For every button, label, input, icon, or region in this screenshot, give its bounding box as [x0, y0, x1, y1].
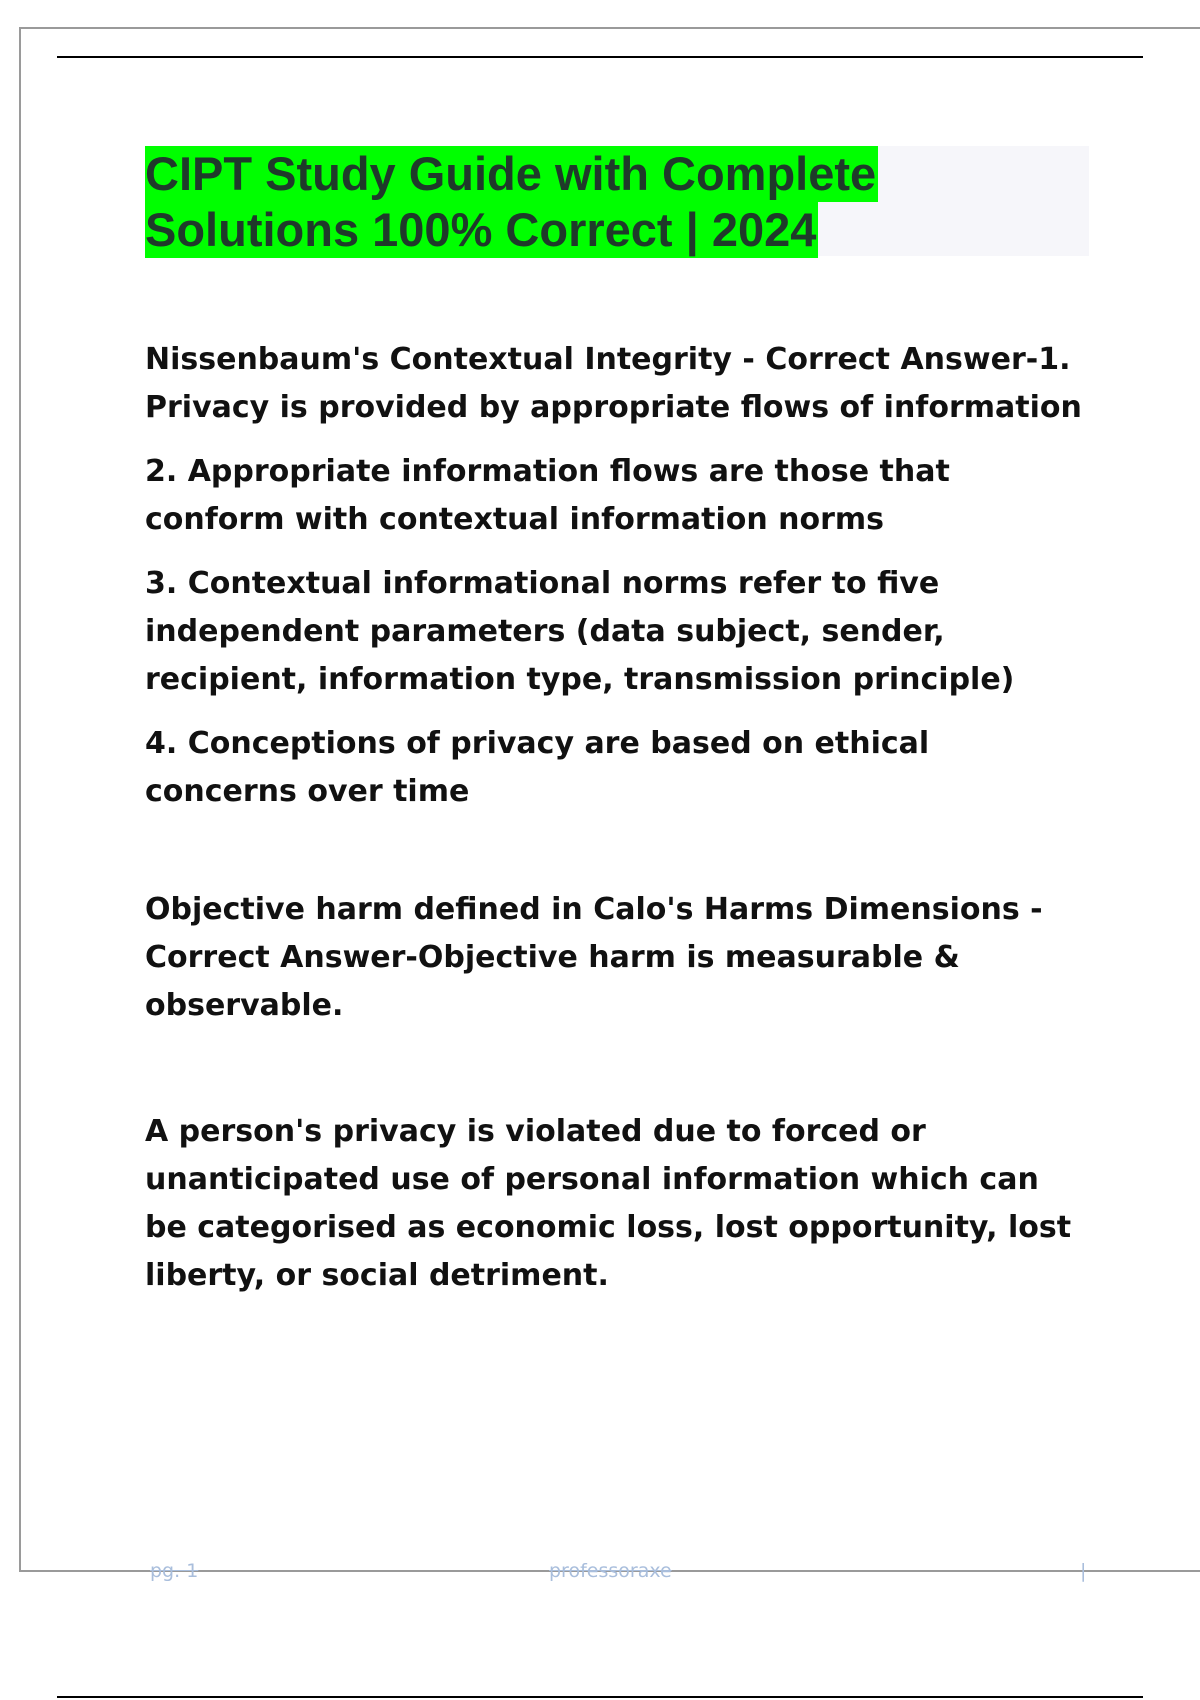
qa-block-contextual-integrity [145, 336, 1085, 816]
header-rule [57, 56, 1143, 58]
answer-paragraph: A person's privacy is violated due to forced or unanticipated use of personal information which can be categorised as economic loss, lost opportunity, lost liberty, or social detriment. [145, 1114, 1072, 1293]
answer-paragraph: Nissenbaum's Contextual Integrity - Correct Answer-1. Privacy is provided by appropriate flows of information [145, 342, 1082, 425]
footer-site-name: professoraxe [549, 1560, 672, 1582]
footer-separator: | [1080, 1560, 1087, 1582]
answer-paragraph: 4. Conceptions of privacy are based on ethical concerns over time [145, 726, 930, 809]
document-body [145, 336, 1085, 1316]
spacer [145, 832, 1085, 886]
answer-paragraph: 3. Contextual informational norms refer to five independent parameters (data subject, sender, recipient, information type, transmission principle) [145, 566, 1015, 697]
qa-block-objective-harm [145, 886, 1085, 1030]
qa-block-privacy-violation [145, 1108, 1085, 1300]
document-title [145, 146, 1089, 256]
spacer [145, 1046, 1085, 1108]
title-line-2: Solutions 100% Correct | 2024 [145, 203, 817, 256]
answer-paragraph: 2. Appropriate information flows are those that conform with contextual information norms [145, 454, 950, 537]
answer-paragraph: Objective harm defined in Calo's Harms Dimensions - Correct Answer-Objective harm is measurable & observable. [145, 892, 1043, 1023]
footer-rule [57, 1696, 1143, 1698]
footer-page-number: pg. 1 [150, 1560, 199, 1582]
title-line-1: CIPT Study Guide with Complete [145, 147, 877, 200]
